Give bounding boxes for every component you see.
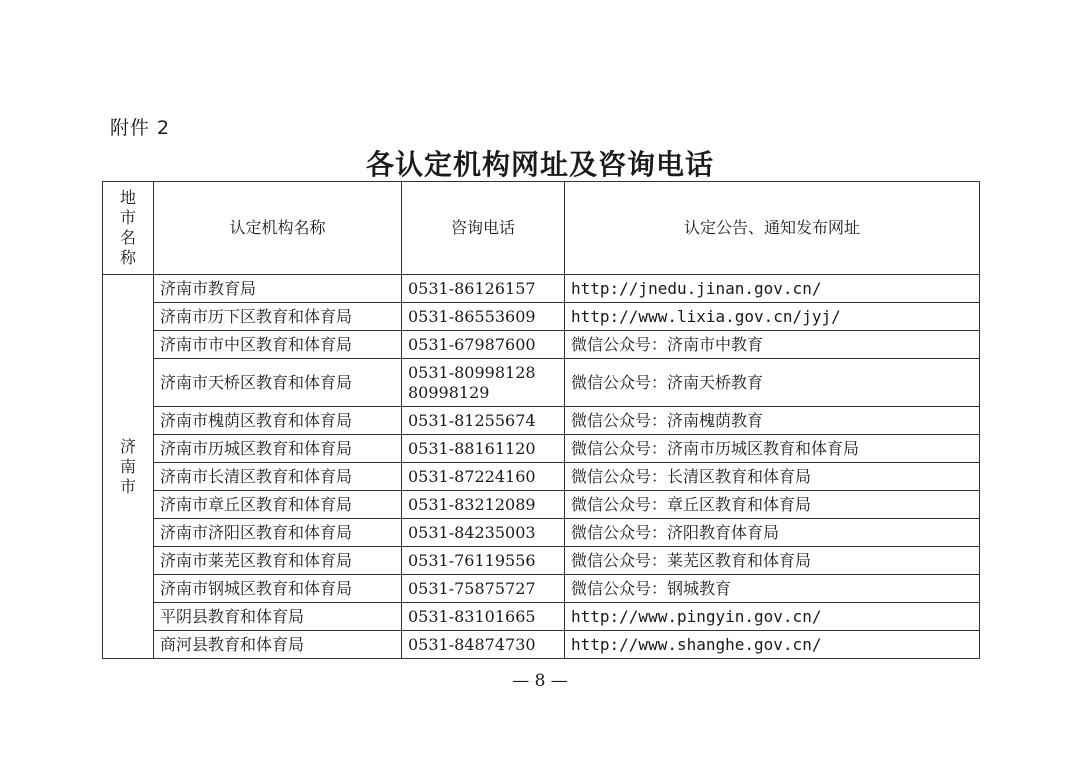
table-row: [103, 631, 980, 659]
phone: 0531-87224160: [402, 463, 565, 491]
org-name: 济南市槐荫区教育和体育局: [154, 407, 402, 435]
website: 微信公众号：济南市历城区教育和体育局: [565, 435, 980, 463]
table-row: [103, 575, 980, 603]
website: 微信公众号：章丘区教育和体育局: [565, 491, 980, 519]
phone: [402, 359, 565, 407]
org-name: 平阴县教育和体育局: [154, 603, 402, 631]
table-header-row: [103, 182, 980, 275]
org-name: 济南市历下区教育和体育局: [154, 303, 402, 331]
org-name: 济南市章丘区教育和体育局: [154, 491, 402, 519]
website: http://www.lixia.gov.cn/jyj/: [565, 303, 980, 331]
table-row: [103, 463, 980, 491]
city-cell: 济 南 市: [103, 275, 154, 659]
phone: 0531-75875727: [402, 575, 565, 603]
attachment-label: 附件 2: [110, 117, 171, 139]
website: 微信公众号：济南天桥教育: [565, 359, 980, 407]
website: http://www.shanghe.gov.cn/: [565, 631, 980, 659]
phone: 0531-86553609: [402, 303, 565, 331]
phone: 0531-88161120: [402, 435, 565, 463]
page-number: — 8 —: [512, 671, 568, 691]
website: 微信公众号：济南市中教育: [565, 331, 980, 359]
phone: 0531-76119556: [402, 547, 565, 575]
phone: 0531-67987600: [402, 331, 565, 359]
org-name: 济南市钢城区教育和体育局: [154, 575, 402, 603]
phone: 0531-81255674: [402, 407, 565, 435]
phone: 0531-83212089: [402, 491, 565, 519]
table-row: [103, 547, 980, 575]
website: 微信公众号：济阳教育体育局: [565, 519, 980, 547]
org-name: 济南市市中区教育和体育局: [154, 331, 402, 359]
org-name: 济南市教育局: [154, 275, 402, 303]
website: 微信公众号：莱芜区教育和体育局: [565, 547, 980, 575]
org-name: 济南市天桥区教育和体育局: [154, 359, 402, 407]
website: http://jnedu.jinan.gov.cn/: [565, 275, 980, 303]
phone: 0531-84235003: [402, 519, 565, 547]
table-row: [103, 435, 980, 463]
table-row: [103, 491, 980, 519]
website: http://www.pingyin.gov.cn/: [565, 603, 980, 631]
phone: 0531-83101665: [402, 603, 565, 631]
table-row: [103, 407, 980, 435]
table-row: [103, 275, 980, 303]
website: 微信公众号：长清区教育和体育局: [565, 463, 980, 491]
institutions-table: [102, 181, 980, 659]
org-name: 济南市莱芜区教育和体育局: [154, 547, 402, 575]
phone: 0531-86126157: [402, 275, 565, 303]
org-name: 济南市历城区教育和体育局: [154, 435, 402, 463]
header-website: 认定公告、通知发布网址: [565, 182, 980, 275]
table-row: [103, 359, 980, 407]
phone-line-1: 0531-80998128: [408, 362, 536, 382]
website: 微信公众号：钢城教育: [565, 575, 980, 603]
phone-line-2: 80998129: [408, 382, 490, 402]
header-phone: 咨询电话: [402, 182, 565, 275]
org-name: 济南市济阳区教育和体育局: [154, 519, 402, 547]
document-title: 各认定机构网址及咨询电话: [365, 148, 714, 181]
header-city-name: 地 市 名 称: [103, 182, 154, 275]
table-row: [103, 603, 980, 631]
table-row: [103, 519, 980, 547]
org-name: 济南市长清区教育和体育局: [154, 463, 402, 491]
website: 微信公众号：济南槐荫教育: [565, 407, 980, 435]
org-name: 商河县教育和体育局: [154, 631, 402, 659]
table-row: [103, 303, 980, 331]
table-row: [103, 331, 980, 359]
header-org-name: 认定机构名称: [154, 182, 402, 275]
phone: 0531-84874730: [402, 631, 565, 659]
